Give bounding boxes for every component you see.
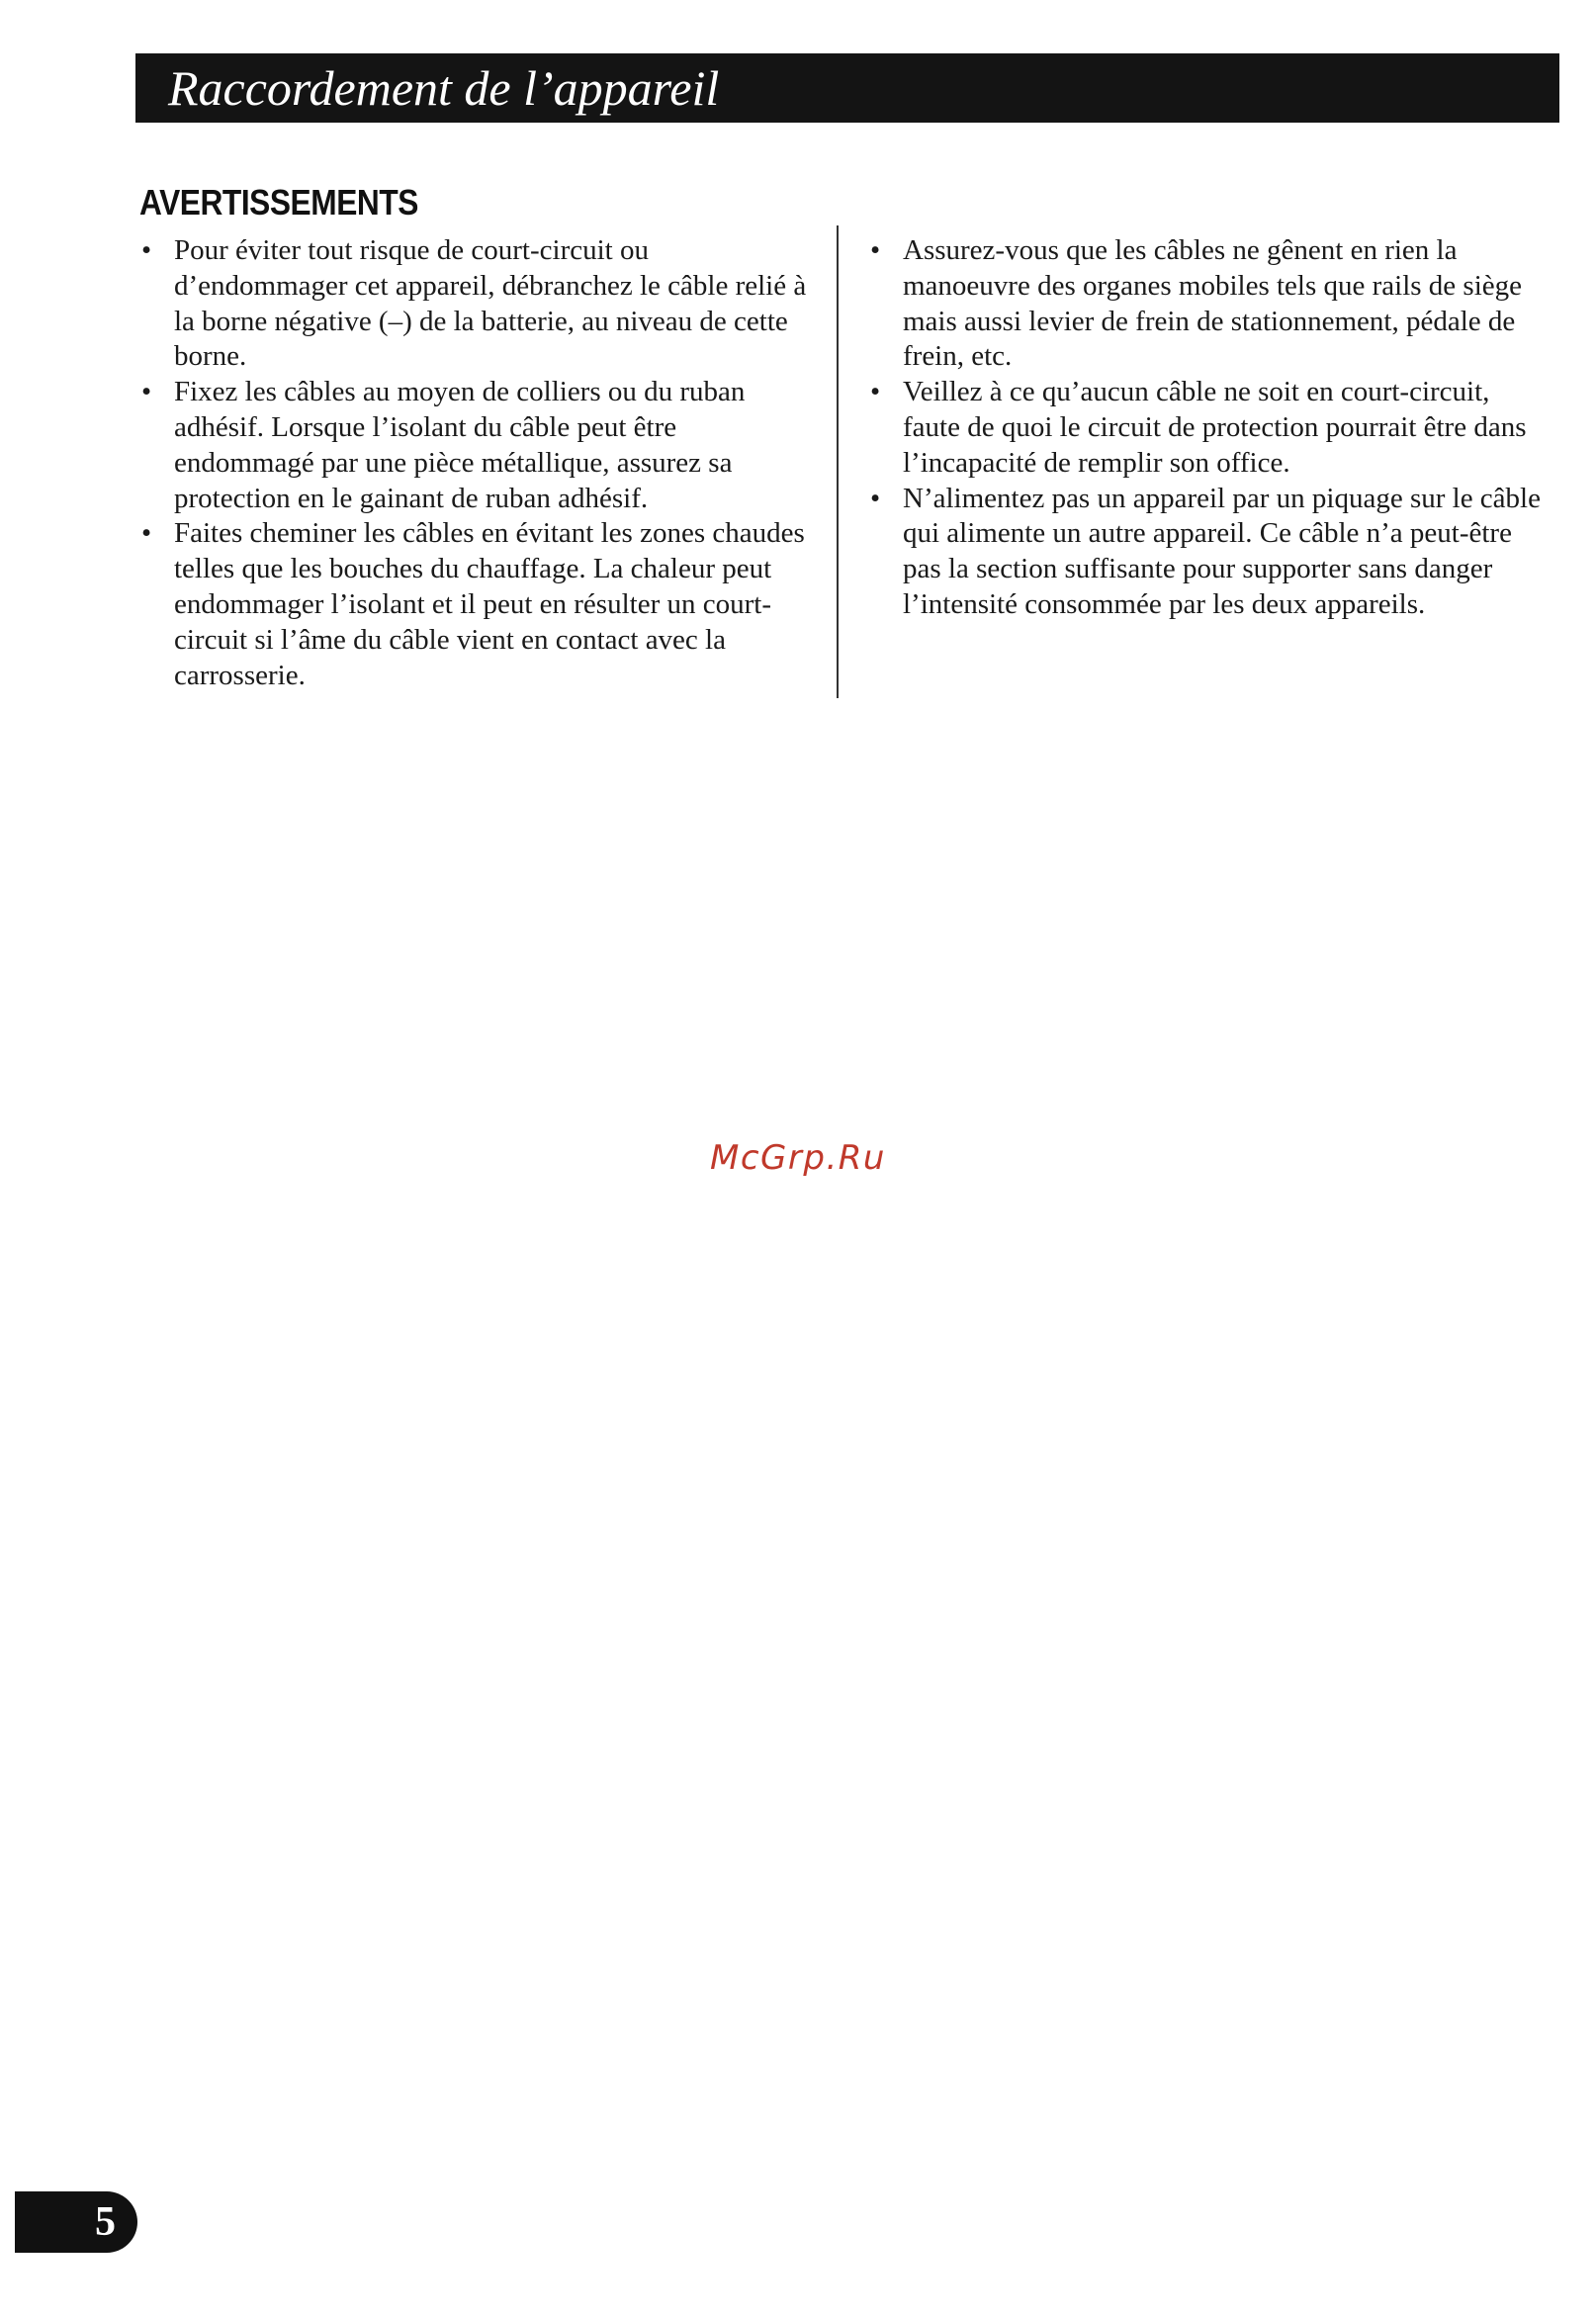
warning-item <box>868 233 1541 375</box>
warning-text: N’alimentez pas un appareil par un piquage sur le câble qui alimente un autre appareil. Ce câble n’a peut-être pas la section suffisante pour supporter sans danger l’intensité consommée par les deux appareils. <box>903 482 1541 620</box>
page-number-tab <box>15 2191 137 2253</box>
warnings-left-column <box>139 233 812 693</box>
warning-text: Fixez les câbles au moyen de colliers ou du ruban adhésif. Lorsque l’isolant du câble peut être endommagé par une pièce métallique, assurez sa protection en le gainant de ruban adhésif. <box>174 376 746 514</box>
section-heading: AVERTISSEMENTS <box>139 182 418 223</box>
warning-item <box>868 375 1541 481</box>
bullet-icon: • <box>870 234 881 266</box>
column-divider <box>837 225 839 698</box>
bullet-icon: • <box>141 517 152 550</box>
bullet-icon: • <box>141 234 152 266</box>
warning-text: Faites cheminer les câbles en évitant les zones chaudes telles que les bouches du chauffage. La chaleur peut endommager l’isolant et il peut en résulter un court-circuit si l’âme du câble vient en contact avec la carrosserie. <box>174 517 805 691</box>
page-number: 5 <box>95 2199 116 2245</box>
warning-text: Veillez à ce qu’aucun câble ne soit en court-circuit, faute de quoi le circuit de protection pourrait être dans l’incapacité de remplir son office. <box>903 376 1527 479</box>
warning-item <box>139 516 812 693</box>
warning-text: Assurez-vous que les câbles ne gênent en rien la manoeuvre des organes mobiles tels que rails de siège mais aussi levier de frein de stationnement, pédale de frein, etc. <box>903 234 1523 373</box>
watermark: McGrp.Ru <box>710 1138 886 1178</box>
bullet-icon: • <box>870 376 881 408</box>
bullet-icon: • <box>141 376 152 408</box>
warnings-right-column <box>868 233 1541 623</box>
warning-item <box>868 482 1541 623</box>
warning-text: Pour éviter tout risque de court-circuit ou d’endommager cet appareil, débranchez le câble relié à la borne négative (–) de la batterie, au niveau de cette borne. <box>174 234 807 373</box>
chapter-title-bar <box>135 53 1559 123</box>
bullet-icon: • <box>870 482 881 514</box>
chapter-title: Raccordement de l’appareil <box>168 60 720 116</box>
warning-item <box>139 375 812 516</box>
warning-item <box>139 233 812 375</box>
